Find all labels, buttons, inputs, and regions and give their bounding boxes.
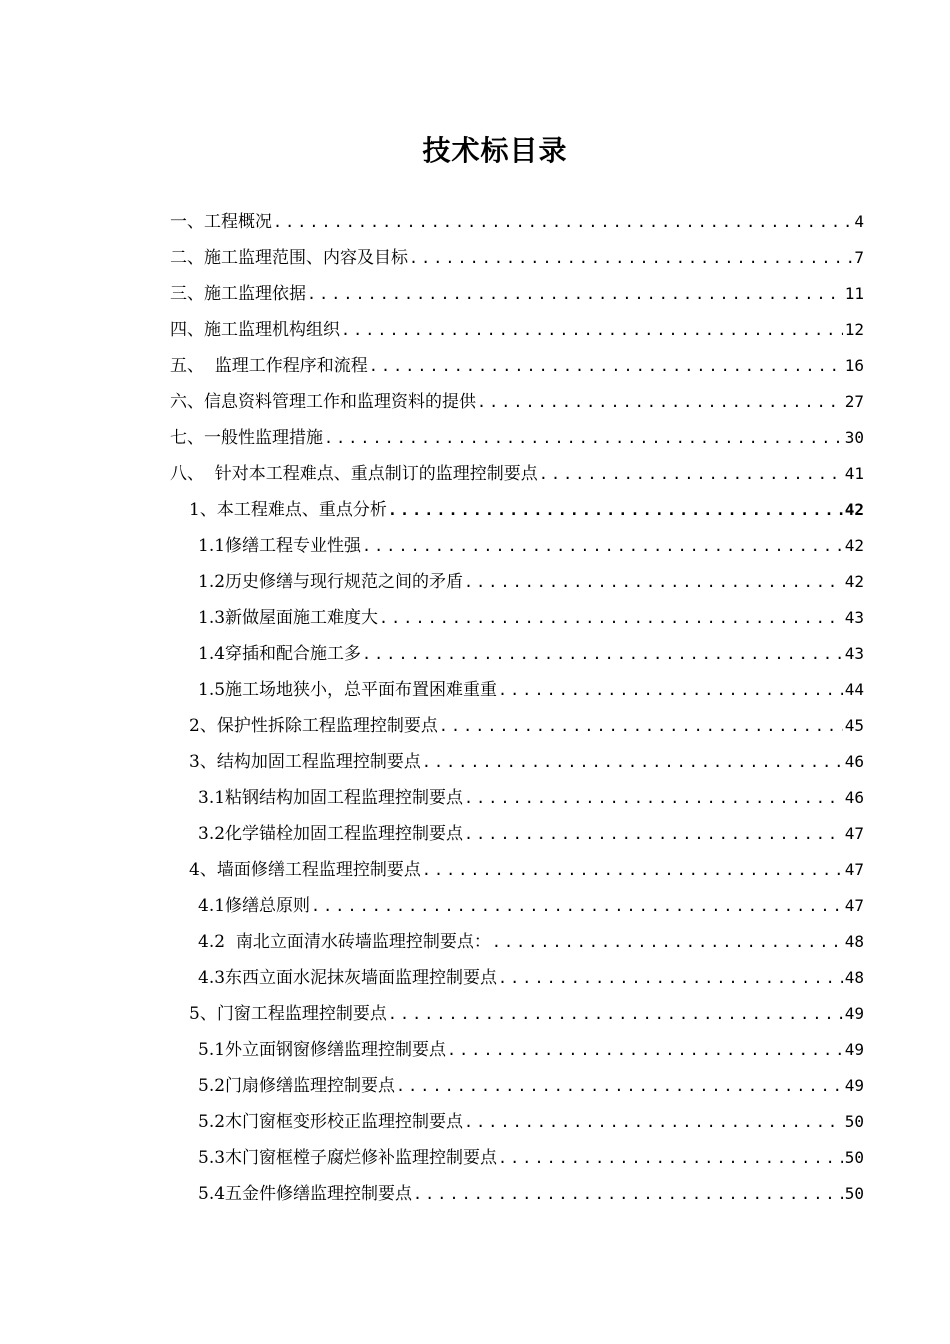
toc-entry-label: 七、一般性监理措施 (170, 428, 323, 448)
toc-page-number: 48 (844, 968, 864, 987)
toc-entry-label: 1.4穿插和配合施工多 (198, 644, 362, 664)
toc-entry[interactable] (170, 243, 864, 273)
toc-dot-leader (464, 567, 843, 597)
toc-entry-label: 5.2木门窗框变形校正监理控制要点 (198, 1112, 464, 1132)
toc-page-number: 49 (844, 1040, 864, 1059)
toc-entry[interactable] (170, 207, 864, 237)
toc-entry[interactable] (170, 459, 864, 489)
toc-entry[interactable] (198, 1107, 864, 1137)
toc-entry[interactable] (170, 279, 864, 309)
toc-entry[interactable] (198, 639, 864, 669)
toc-entry-label: 八、 针对本工程难点、重点制订的监理控制要点 (170, 464, 538, 484)
toc-entry[interactable] (198, 927, 864, 957)
toc-entry-label: 4.1修缮总原则 (198, 896, 311, 916)
toc-entry[interactable] (189, 855, 864, 885)
toc-entry[interactable] (170, 315, 864, 345)
toc-entry-label: 1.1修缮工程专业性强 (198, 536, 362, 556)
toc-entry[interactable] (198, 1179, 864, 1209)
toc-page-number: 11 (844, 284, 864, 303)
toc-dot-leader (369, 351, 843, 381)
toc-entry[interactable] (198, 675, 864, 705)
toc-dot-leader (422, 747, 843, 777)
document-title: 技术标目录 (422, 134, 568, 167)
toc-entry-label: 5、门窗工程监理控制要点 (189, 1004, 387, 1024)
toc-page-number: 50 (844, 1112, 864, 1131)
toc-entry-label: 3.2化学锚栓加固工程监理控制要点 (198, 824, 464, 844)
toc-page-number: 44 (844, 680, 864, 699)
toc-entry-label: 1.5施工场地狭小，总平面布置困难重重 (198, 680, 498, 700)
toc-entry-label: 3、结构加固工程监理控制要点 (189, 752, 421, 772)
toc-page-number: 47 (844, 824, 864, 843)
toc-dot-leader (464, 1107, 843, 1137)
toc-entry[interactable] (198, 567, 864, 597)
toc-entry[interactable] (170, 387, 864, 417)
toc-dot-leader (341, 315, 843, 345)
toc-page-number: 49 (844, 1076, 864, 1095)
toc-dot-leader (539, 459, 843, 489)
toc-entry[interactable] (170, 351, 864, 381)
toc-entry-label: 1.2历史修缮与现行规范之间的矛盾 (198, 572, 464, 592)
toc-entry-label: 二、施工监理范围、内容及目标 (170, 248, 408, 268)
toc-dot-leader (439, 711, 843, 741)
toc-page-number: 46 (844, 752, 864, 771)
toc-page-number: 4 (854, 212, 864, 231)
toc-dot-leader (311, 891, 843, 921)
toc-dot-leader (324, 423, 843, 453)
toc-dot-leader (422, 855, 843, 885)
toc-entry[interactable] (170, 423, 864, 453)
toc-entry-label: 四、施工监理机构组织 (170, 320, 340, 340)
toc-page-number: 30 (844, 428, 864, 447)
toc-dot-leader (396, 1071, 843, 1101)
toc-dot-leader (498, 963, 843, 993)
toc-dot-leader (388, 495, 843, 525)
toc-dot-leader (388, 999, 843, 1029)
toc-entry-label: 5.3木门窗框樘子腐烂修补监理控制要点 (198, 1148, 498, 1168)
toc-page-number: 46 (844, 788, 864, 807)
toc-dot-leader (307, 279, 843, 309)
toc-dot-leader (477, 387, 843, 417)
toc-page-number: 16 (844, 356, 864, 375)
toc-entry-label: 五、 监理工作程序和流程 (170, 356, 368, 376)
toc-dot-leader (447, 1035, 843, 1065)
toc-entry[interactable] (198, 963, 864, 993)
toc-dot-leader (379, 603, 843, 633)
toc-page-number: 27 (844, 392, 864, 411)
toc-entry[interactable] (198, 891, 864, 921)
toc-page-number: 41 (844, 464, 864, 483)
toc-dot-leader (362, 639, 843, 669)
toc-dot-leader (273, 207, 852, 237)
toc-page-number: 47 (844, 860, 864, 879)
toc-page-number: 47 (844, 896, 864, 915)
toc-entry-label: 4.2 南北立面清水砖墙监理控制要点： (198, 932, 491, 952)
toc-entry[interactable] (198, 819, 864, 849)
toc-page-number: 50 (844, 1184, 864, 1203)
toc-page-number: 43 (844, 608, 864, 627)
toc-dot-leader (498, 675, 843, 705)
toc-entry-label: 1、本工程难点、重点分析 (189, 500, 387, 520)
toc-page-number: 49 (844, 1004, 864, 1023)
toc-page-number: 43 (844, 644, 864, 663)
toc-entry-label: 4、墙面修缮工程监理控制要点 (189, 860, 421, 880)
toc-entry[interactable] (198, 1143, 864, 1173)
toc-entry[interactable] (198, 531, 864, 561)
toc-entry[interactable] (189, 495, 864, 525)
toc-entry-label: 三、施工监理依据 (170, 284, 306, 304)
toc-dot-leader (464, 819, 843, 849)
toc-entry-label: 3.1粘钢结构加固工程监理控制要点 (198, 788, 464, 808)
toc-entry-label: 一、工程概况 (170, 212, 272, 232)
toc-entry-label: 六、信息资料管理工作和监理资料的提供 (170, 392, 476, 412)
toc-page-number: 50 (844, 1148, 864, 1167)
toc-page-number: 45 (844, 716, 864, 735)
toc-entry-label: 5.4五金件修缮监理控制要点 (198, 1184, 413, 1204)
toc-dot-leader (492, 927, 843, 957)
toc-page-number: 48 (844, 932, 864, 951)
toc-page-number: 7 (854, 248, 864, 267)
toc-dot-leader (409, 243, 852, 273)
toc-page-number: 42 (844, 500, 864, 519)
toc-entry[interactable] (198, 1071, 864, 1101)
toc-dot-leader (413, 1179, 843, 1209)
toc-page-number: 42 (844, 572, 864, 591)
toc-entry[interactable] (189, 711, 864, 741)
toc-entry-label: 5.1外立面钢窗修缮监理控制要点 (198, 1040, 447, 1060)
toc-entry[interactable] (189, 999, 864, 1029)
toc-entry-label: 5.2门扇修缮监理控制要点 (198, 1076, 396, 1096)
toc-entry[interactable] (198, 1035, 864, 1065)
toc-entry-label: 2、保护性拆除工程监理控制要点 (189, 716, 438, 736)
toc-entry[interactable] (198, 603, 864, 633)
toc-entry-label: 1.3新做屋面施工难度大 (198, 608, 379, 628)
toc-dot-leader (464, 783, 843, 813)
toc-entry[interactable] (198, 783, 864, 813)
toc-dot-leader (498, 1143, 843, 1173)
toc-entry[interactable] (189, 747, 864, 777)
toc-page-number: 12 (844, 320, 864, 339)
toc-entry-label: 4.3东西立面水泥抹灰墙面监理控制要点 (198, 968, 498, 988)
toc-page-number: 42 (844, 536, 864, 555)
toc-dot-leader (362, 531, 843, 561)
